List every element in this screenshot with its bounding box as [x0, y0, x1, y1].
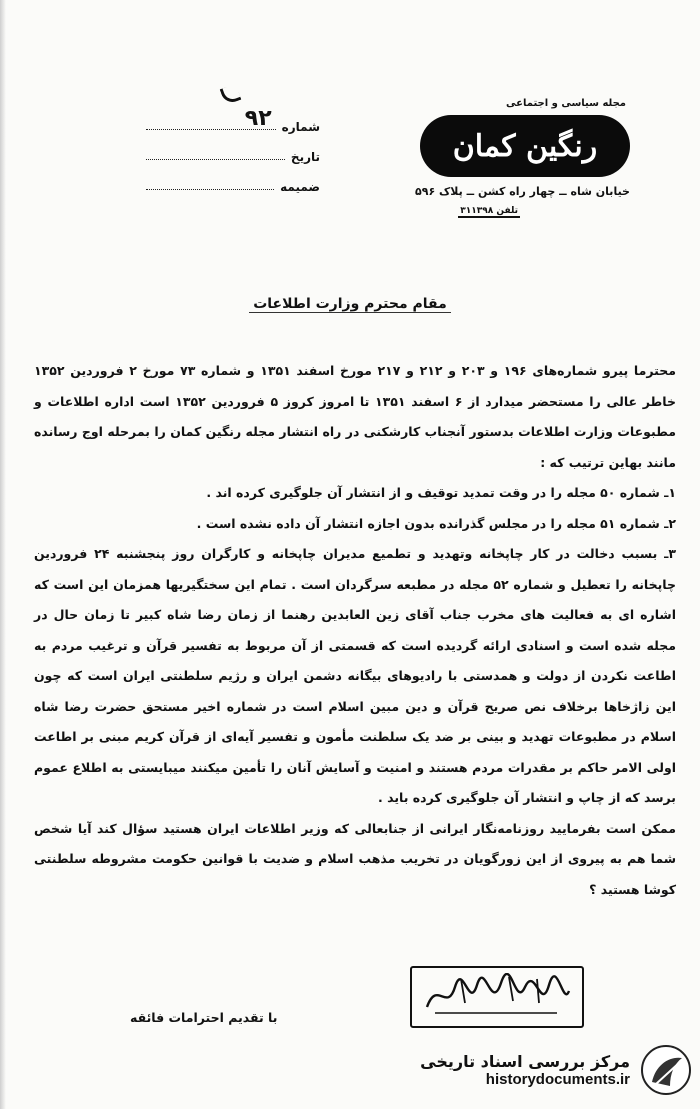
archive-logo-icon [640, 1044, 692, 1096]
watermark-url: historydocuments.ir [485, 1071, 630, 1088]
watermark-text [420, 1052, 630, 1088]
number-label: شماره [281, 120, 320, 134]
attachment-field [140, 164, 320, 194]
body-item-1: ۱ـ شماره ۵۰ مجله را در وقت تمدید توقیف و از انتشار آن جلوگیری کرده اند . [206, 485, 676, 500]
date-field [140, 134, 320, 164]
scan-edge [0, 0, 6, 1109]
closing-line: با تقدیم احترامات فائقه [130, 1010, 278, 1025]
handwritten-mark [220, 84, 242, 106]
letter-body [34, 356, 676, 905]
signature-stamp [410, 966, 584, 1028]
body-paragraph-question: ممکن است بفرمایید روزنامه‌نگار ایرانی از جنابعالی که وزیر اطلاعات ایران هستید سؤال کند آیا شخص شما هم به پیروی از این زورگویان در تخریب مذهب اسلام و ضدیت با قوانین حکومت مشروطه سلطنتی کوشا هستید ؟ [34, 820, 676, 897]
signature-scribble [417, 973, 577, 1021]
letterhead-tagline: مجله سیاسی و اجتماعی [506, 98, 626, 109]
date-line [146, 145, 285, 160]
letterhead-phone: تلفن ۳۱۱۳۹۸ [460, 206, 518, 216]
body-item-2: ۲ـ شماره ۵۱ مجله را در مجلس گذرانده بدون اجازه انتشار آن داده نشده است . [196, 515, 676, 531]
letter-meta [140, 104, 320, 194]
attachment-line [146, 175, 274, 190]
salutation [0, 296, 700, 312]
number-value: ۹۲ [244, 106, 272, 131]
date-label: تاریخ [290, 150, 320, 164]
magazine-logo: رنگین کمان [420, 115, 630, 177]
body-paragraph-intro: محترما پیرو شماره‌های ۱۹۶ و ۲۰۳ و ۲۱۲ و ۲۱۷ مورخ اسفند ۱۳۵۱ و شماره ۷۳ مورخ ۲ فروردین ۱۳۵۲ خاطر عالی را مستحضر میدارد از ۶ اسفند ۱۳۵۱ تا امروز کروز ۵ فروردین ۱۳۵۲ است اداره اطلاعات و مطبوعات وزارت اطلاعات بدستور آنجناب کارشکنی در راه انتشار مجله رنگین کمان را بمرحله اوج رسانده مانند بهاین ترتیب که : [34, 363, 676, 470]
number-field [140, 104, 320, 134]
number-line [146, 106, 276, 131]
watermark-title: مرکز بررسی اسناد تاریخی [420, 1052, 630, 1071]
salutation-text: مقام محترم وزارت اطلاعات [249, 296, 451, 313]
archive-watermark [392, 1041, 692, 1099]
body-item-3: ۳ـ بسبب دخالت در کار چاپخانه وتهدید و تطمیع مدیران چاپخانه و کارگران روز پنجشنبه ۲۴ فروردین چاپخانه را تعطیل و شماره ۵۲ مجله در مطبعه سرگردان است . تمام این سختگیریها همزمان این است که اشاره ای به فعالیت های مخرب جناب آقای زین العابدین رهنما از زمان رضا شاه کبیر تا زمان حال در مجله شده است و اسنادی ارائه گردیده است که قسمتی از آن مربوط به تفسیر قرآن و ترغیب مردم به اطاعت نکردن از دولت و همدستی با رادیوهای بیگانه دشمن ایران و رژیم سلطنتی ایران است که چون این زاژخاها برخلاف نص صریح قرآن و دین مبین اسلام است در شماره اخیر مستحق حضرت رضا شاه اسلام در مطبوعات تهدید و بینی بر ضد یک سلطنت مأمون و تفسیر آیه‌ای از قرآن کریم مبنی بر اطاعت اولی الامر حاکم بر مقدرات مردم هستند و امنیت و آسایش آنان را تأمین میکنند میبایستی به اطلاع عموم برسد که از چاپ و انتشار آن جلوگیری کرده باید . [34, 546, 676, 805]
letterhead [410, 98, 630, 218]
letterhead-address: خیابان شاه ــ چهار راه کشن ــ پلاک ۵۹۶ [415, 185, 630, 198]
attachment-label: ضمیمه [280, 180, 320, 194]
